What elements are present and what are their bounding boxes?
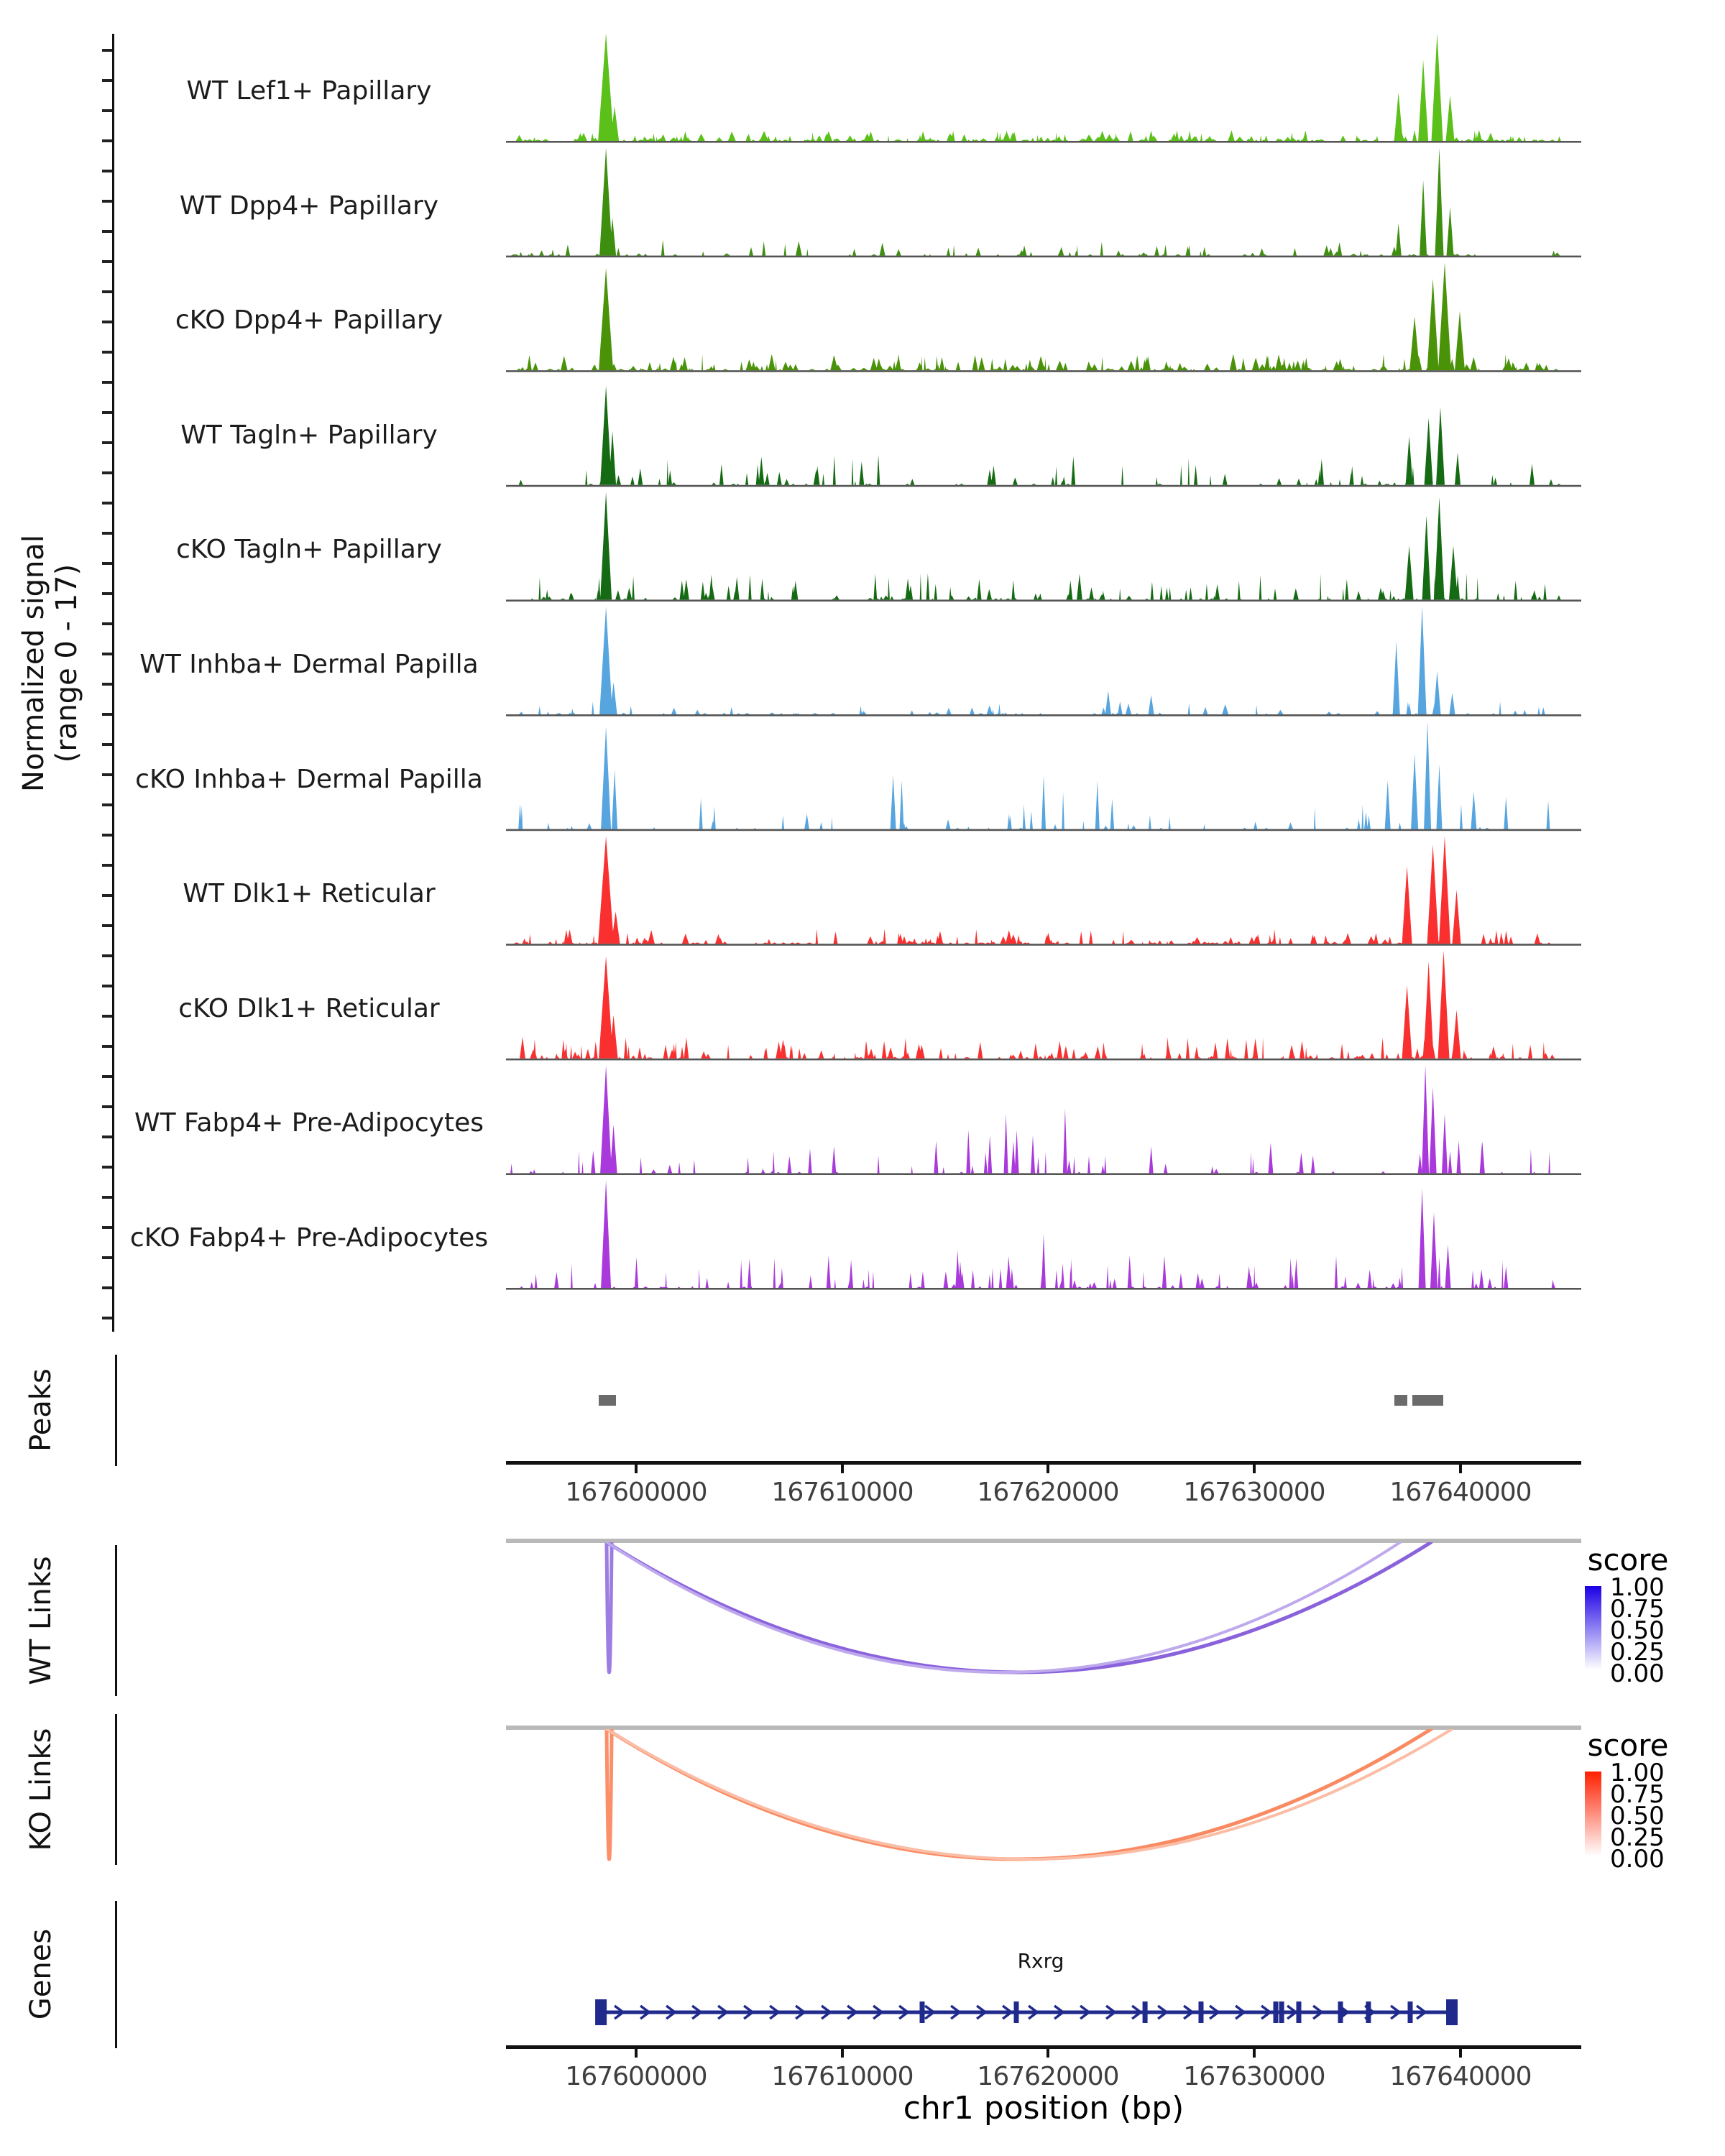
gene-model	[506, 1991, 1581, 2041]
link-arc	[607, 1729, 1452, 1859]
peak-interval	[1394, 1395, 1407, 1406]
coverage-track-label: WT Tagln+ Papillary	[180, 420, 438, 450]
coverage-track	[506, 1065, 1581, 1175]
coverage-track-label: cKO Tagln+ Papillary	[176, 535, 442, 565]
signal-axis-tick	[102, 351, 112, 354]
signal-axis-tick	[102, 924, 112, 927]
x-axis-tick-label: 167620000	[977, 1478, 1119, 1507]
genes-bracket	[115, 1901, 117, 2048]
score-legend-tick-label: 0.25	[1610, 1823, 1665, 1852]
x-axis-tick	[1046, 2049, 1049, 2058]
score-legend-tick-label: 1.00	[1610, 1573, 1665, 1602]
signal-axis-tick	[102, 985, 112, 987]
x-axis-1-line	[506, 1461, 1581, 1465]
gene-exon-bar	[1338, 2001, 1343, 2023]
gene-start-exon	[595, 1999, 607, 2025]
x-axis-tick-label: 167600000	[565, 1478, 707, 1507]
signal-axis-tick	[102, 230, 112, 233]
ko-links-label: KO Links	[24, 1728, 58, 1851]
peak-interval	[1412, 1395, 1443, 1406]
x-axis-tick-label: 167640000	[1389, 2062, 1532, 2091]
signal-axis-tick	[102, 109, 112, 112]
genes-label: Genes	[24, 1928, 58, 2020]
coverage-track	[506, 836, 1581, 946]
peaks-bracket	[115, 1355, 117, 1466]
signal-axis-tick	[102, 411, 112, 414]
x-axis-tick	[841, 2049, 844, 2058]
signal-axis-tick	[102, 1286, 112, 1289]
coverage-track	[506, 148, 1581, 258]
ko-score-legend-bar	[1585, 1772, 1601, 1856]
gene-exon-bar	[1279, 2001, 1284, 2023]
signal-axis-tick	[102, 49, 112, 52]
coverage-track	[506, 951, 1581, 1061]
x-axis-tick	[1459, 2049, 1462, 2058]
link-arc	[607, 1729, 612, 1859]
x-axis-tick-label: 167620000	[977, 2062, 1119, 2091]
x-axis-tick	[635, 2049, 638, 2058]
coverage-baseline	[506, 370, 1581, 372]
gene-end-exon	[1446, 1999, 1458, 2025]
score-legend-tick-label: 0.50	[1610, 1802, 1665, 1830]
coverage-signal	[506, 951, 1581, 1059]
coverage-signal	[506, 607, 1581, 714]
wt-links-label: WT Links	[24, 1556, 58, 1685]
x-axis-tick-label: 167610000	[771, 2062, 914, 2091]
coverage-track-label: WT Fabp4+ Pre-Adipocytes	[134, 1108, 484, 1138]
coverage-track	[506, 1180, 1581, 1290]
peak-interval	[599, 1395, 616, 1406]
peaks-label: Peaks	[24, 1368, 58, 1452]
x-axis-tick	[1046, 1465, 1049, 1473]
link-arc	[607, 1542, 1431, 1672]
coverage-signal	[506, 386, 1581, 485]
coverage-track	[506, 607, 1581, 717]
coverage-track-label: WT Lef1+ Papillary	[186, 76, 432, 106]
signal-ylabel-line1: Normalized signal	[17, 535, 50, 792]
signal-ylabel-line2: (range 0 - 17)	[50, 563, 83, 763]
gene-exon-bar	[1014, 2001, 1019, 2023]
coverage-signal	[506, 33, 1581, 141]
ko-links-arcs	[506, 1729, 1581, 1898]
signal-axis-tick	[102, 1196, 112, 1199]
coverage-signal	[506, 262, 1581, 370]
gene-exon-bar	[1297, 2001, 1302, 2023]
signal-axis-tick	[102, 683, 112, 686]
signal-ylabel	[17, 509, 83, 818]
coverage-track-label: WT Inhba+ Dermal Papilla	[139, 650, 479, 679]
x-axis-tick-label: 167630000	[1183, 2062, 1325, 2091]
gene-exon-bar	[1408, 2001, 1413, 2023]
coverage-tracks-plot	[506, 22, 1581, 1337]
coverage-track	[506, 262, 1581, 372]
signal-axis-tick	[102, 954, 112, 957]
coverage-baseline	[506, 256, 1581, 258]
coverage-signal	[506, 148, 1581, 256]
signal-axis-tick	[102, 139, 112, 142]
signal-axis-tick	[102, 260, 112, 263]
signal-axis-tick	[102, 864, 112, 867]
signal-axis-tick	[102, 834, 112, 837]
coverage-track-label: cKO Dlk1+ Reticular	[178, 993, 440, 1023]
x-axis-tick	[841, 1465, 844, 1473]
gene-exon-bar	[1274, 2001, 1279, 2023]
x-axis-tick	[1253, 2049, 1256, 2058]
score-legend-tick-label: 0.75	[1610, 1780, 1665, 1809]
signal-axis-tick	[102, 622, 112, 625]
score-legend-tick-label: 0.50	[1610, 1616, 1665, 1645]
coverage-track-label: cKO Inhba+ Dermal Papilla	[135, 764, 483, 794]
coverage-signal	[506, 1065, 1581, 1173]
score-legend-tick-label: 0.00	[1610, 1659, 1665, 1688]
signal-axis-tick	[102, 592, 112, 595]
coverage-baseline	[506, 829, 1581, 831]
link-arc	[607, 1542, 612, 1672]
coverage-track-label: cKO Fabp4+ Pre-Adipocytes	[129, 1223, 489, 1253]
coverage-track-label: WT Dpp4+ Papillary	[179, 190, 439, 221]
coverage-baseline	[506, 944, 1581, 946]
ko-score-legend-title: score	[1587, 1728, 1669, 1763]
link-arc	[607, 1542, 1400, 1672]
x-axis-tick	[1459, 1465, 1462, 1473]
coverage-track	[506, 492, 1581, 602]
signal-axis-tick	[102, 290, 112, 293]
coverage-signal	[506, 1180, 1581, 1288]
signal-axis-tick	[102, 1166, 112, 1169]
coverage-signal	[506, 836, 1581, 944]
gene-exon-bar	[1199, 2001, 1204, 2023]
coverage-track-label: cKO Dpp4+ Papillary	[175, 305, 443, 336]
signal-axis-tick	[102, 1256, 112, 1259]
x-axis-tick-label: 167640000	[1389, 1478, 1532, 1507]
score-legend-tick-label: 0.25	[1610, 1638, 1665, 1667]
coverage-baseline	[506, 141, 1581, 143]
gene-exon-bar	[1143, 2001, 1148, 2023]
coverage-track	[506, 386, 1581, 487]
signal-axis-tick	[102, 170, 112, 172]
signal-axis-tick	[102, 713, 112, 716]
coverage-track-label: WT Dlk1+ Reticular	[183, 879, 436, 909]
signal-axis-tick	[102, 502, 112, 505]
coverage-signal	[506, 722, 1581, 829]
x-axis-tick	[1253, 1465, 1256, 1473]
wt-score-legend-bar	[1585, 1586, 1601, 1669]
score-legend-tick-label: 0.00	[1610, 1845, 1665, 1874]
signal-axis-tick	[102, 1317, 112, 1319]
coverage-baseline	[506, 485, 1581, 487]
coverage-baseline	[506, 599, 1581, 602]
x-axis-2-line	[506, 2045, 1581, 2049]
coverage-baseline	[506, 1059, 1581, 1061]
x-axis-tick	[635, 1465, 638, 1473]
coverage-baseline	[506, 1288, 1581, 1290]
gene-exon-bar	[1366, 2001, 1371, 2023]
x-axis-tick-label: 167600000	[565, 2062, 707, 2091]
x-axis-tick-label: 167630000	[1183, 1478, 1325, 1507]
coverage-signal	[506, 492, 1581, 599]
ko-links-bracket	[115, 1714, 117, 1865]
wt-links-bracket	[115, 1545, 117, 1696]
score-legend-tick-label: 0.75	[1610, 1595, 1665, 1623]
x-axis-title: chr1 position (bp)	[903, 2090, 1184, 2127]
wt-links-arcs	[506, 1542, 1581, 1711]
gene-name: Rxrg	[1017, 1949, 1064, 1973]
coverage-track	[506, 722, 1581, 831]
coverage-baseline	[506, 714, 1581, 717]
signal-axis-tick	[102, 1045, 112, 1048]
signal-axis-tick	[102, 1075, 112, 1078]
signal-axis-tick	[102, 743, 112, 746]
signal-axis-tick	[102, 803, 112, 806]
signal-axis-tick	[102, 381, 112, 384]
coverage-track	[506, 33, 1581, 143]
score-legend-tick-label: 1.00	[1610, 1759, 1665, 1787]
signal-axis-tick	[102, 471, 112, 474]
x-axis-tick-label: 167610000	[771, 1478, 914, 1507]
wt-score-legend-title: score	[1587, 1542, 1669, 1577]
coverage-baseline	[506, 1173, 1581, 1175]
gene-exon-bar	[920, 2001, 925, 2023]
